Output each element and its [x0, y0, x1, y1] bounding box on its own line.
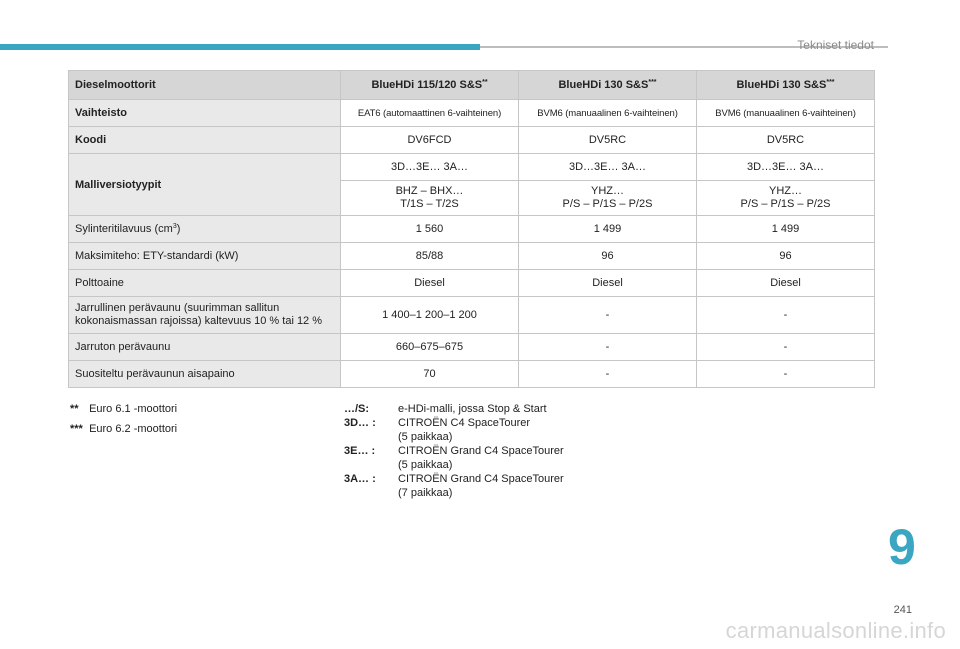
table-row [69, 334, 875, 361]
footnote: *** Euro 6.2 -moottori [70, 423, 178, 435]
table-row [69, 270, 875, 297]
chapter-number: 9 [888, 519, 916, 575]
legend-item: 3E… : CITROËN Grand C4 SpaceTourer (5 paikkaa) [344, 445, 564, 471]
table-cell: - [697, 297, 875, 334]
row-label: Koodi [69, 127, 341, 154]
row-label: Suositeltu perävaunun aisapaino [69, 361, 341, 388]
variant-legend [344, 402, 564, 500]
table-cell: 1 499 [519, 216, 697, 243]
table-cell: - [697, 361, 875, 388]
table-row [69, 216, 875, 243]
legend-item: …/S: e-HDi-malli, jossa Stop & Start [344, 403, 547, 415]
legend-item: 3D… : CITROËN C4 SpaceTourer (5 paikkaa) [344, 417, 531, 443]
row-label: Vaihteisto [69, 100, 341, 127]
table-header-row [69, 71, 875, 100]
table-cell: DV5RC [697, 127, 875, 154]
row-label: Jarruton perävaunu [69, 334, 341, 361]
column-header: BlueHDi 130 S&S*** [519, 71, 697, 100]
table-cell: YHZ… P/S – P/1S – P/2S [697, 181, 875, 216]
table-cell: Diesel [697, 270, 875, 297]
table-cell: Diesel [519, 270, 697, 297]
table-cell: 96 [519, 243, 697, 270]
row-label: Sylinteritilavuus $(cm^3)$ [69, 216, 341, 243]
row-label: Jarrullinen perävaunu (suurimman sallitun kokonaismassan rajoissa) kaltevuus 10 % tai 12 % [69, 297, 341, 334]
table-cell: - [697, 334, 875, 361]
table-cell: 1 499 [697, 216, 875, 243]
top-accent-bar [0, 44, 480, 50]
table-cell: 3D…3E… 3A… [697, 154, 875, 181]
table-cell: - [519, 361, 697, 388]
table-cell: Diesel [341, 270, 519, 297]
table-cell: DV5RC [519, 127, 697, 154]
table-cell: DV6FCD [341, 127, 519, 154]
row-label: Malliversiotyypit [69, 154, 341, 216]
engine-spec-table [68, 70, 875, 388]
table-cell: 3D…3E… 3A… [341, 154, 519, 181]
column-header: BlueHDi 115/120 S&S** [341, 71, 519, 100]
table-cell: 70 [341, 361, 519, 388]
footnotes [70, 402, 177, 442]
table-cell: 85/88 [341, 243, 519, 270]
table-cell: - [519, 334, 697, 361]
table-cell: YHZ… P/S – P/1S – P/2S [519, 181, 697, 216]
legend-item: 3A… : CITROËN Grand C4 SpaceTourer (7 paikkaa) [344, 473, 564, 499]
table-cell: BHZ – BHX… T/1S – T/2S [341, 181, 519, 216]
table-cell: - [519, 297, 697, 334]
table-cell: 1 560 [341, 216, 519, 243]
row-label: Polttoaine [69, 270, 341, 297]
footnote: ** Euro 6.1 -moottori [70, 403, 178, 415]
table-cell: 3D…3E… 3A… [519, 154, 697, 181]
table-row [69, 361, 875, 388]
table-cell: 1 400–1 200–1 200 [341, 297, 519, 334]
watermark: carmanualsonline.info [725, 618, 946, 643]
table-cell: BVM6 (manuaalinen 6-vaihteinen) [519, 100, 697, 127]
column-header: BlueHDi 130 S&S*** [697, 71, 875, 100]
table-cell: 96 [697, 243, 875, 270]
table-row [69, 127, 875, 154]
table-row [69, 297, 875, 334]
section-title: Tekniset tiedot [797, 38, 874, 52]
table-cell: EAT6 (automaattinen 6-vaihteinen) [341, 100, 519, 127]
table-row [69, 154, 875, 181]
row-label: Maksimiteho: ETY-standardi (kW) [69, 243, 341, 270]
engine-type-header: Dieselmoottorit [69, 71, 341, 100]
table-cell: BVM6 (manuaalinen 6-vaihteinen) [697, 100, 875, 127]
table-row [69, 243, 875, 270]
table-row [69, 100, 875, 127]
page-number: 241 [893, 604, 912, 616]
table-cell: 660–675–675 [341, 334, 519, 361]
